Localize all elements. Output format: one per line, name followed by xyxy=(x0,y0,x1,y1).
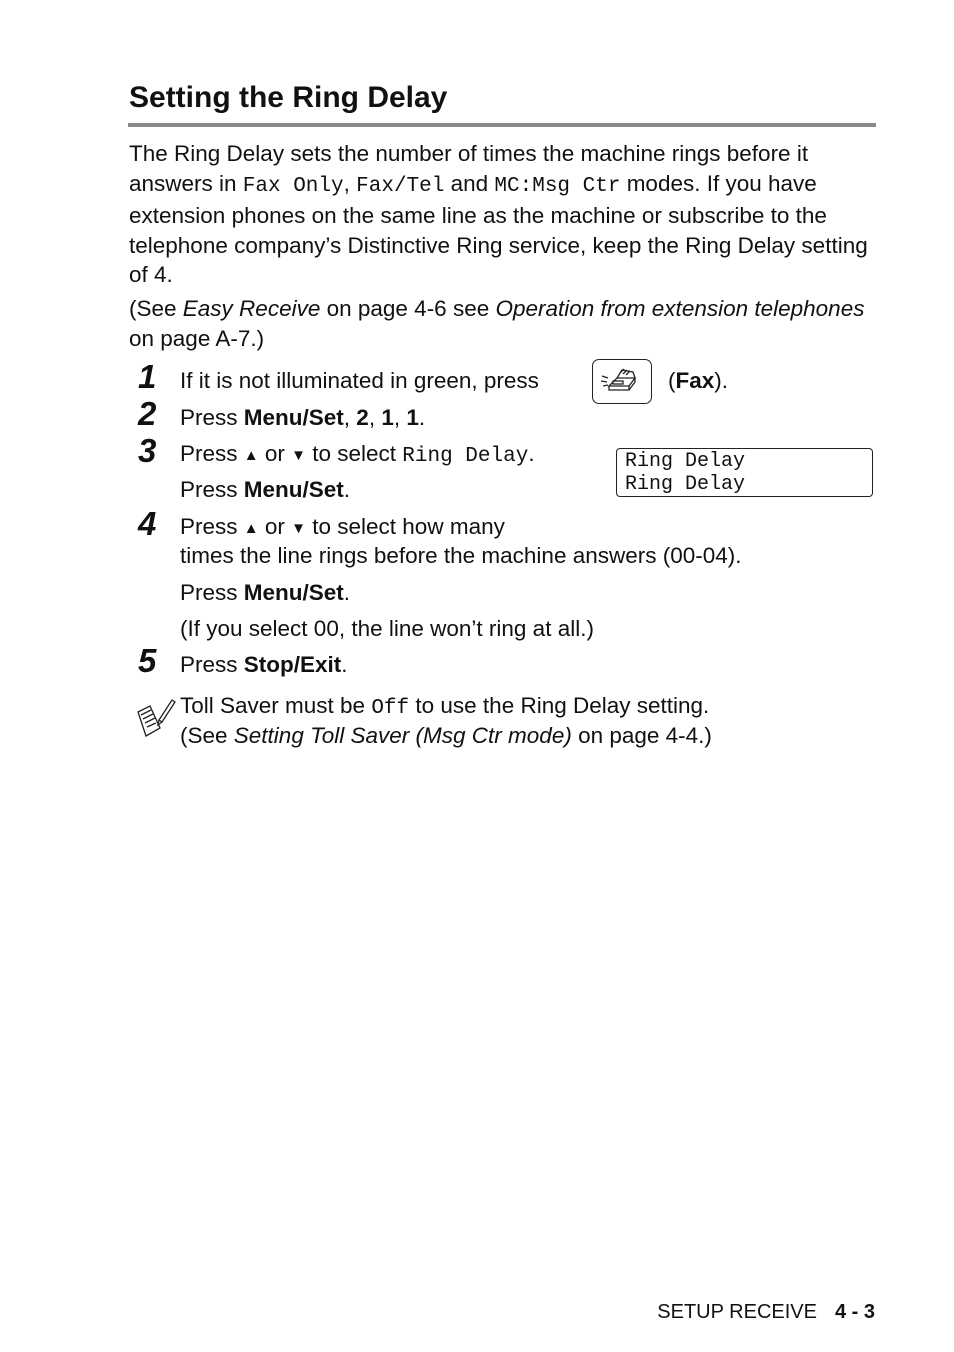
key-1: 1 xyxy=(406,405,419,430)
see-also-paragraph xyxy=(129,294,879,353)
menu-set-key: Menu/Set xyxy=(243,477,344,502)
see-also-open: (See xyxy=(129,296,183,321)
step-3-line-2 xyxy=(180,475,350,504)
intro-sep-1: , xyxy=(343,170,357,196)
note-line-2 xyxy=(180,721,712,750)
step-number-1: 1 xyxy=(138,358,157,395)
press-word: Press xyxy=(180,580,244,605)
key-1: 1 xyxy=(381,405,394,430)
step-2-end: . xyxy=(418,405,426,430)
key-2: 2 xyxy=(356,405,369,430)
stop-exit-key: Stop/Exit xyxy=(243,652,342,677)
ref-operation-extension: Operation from extension telephones xyxy=(495,296,865,321)
fax-key-text: Fax xyxy=(675,368,715,393)
step-number-5: 5 xyxy=(138,642,157,679)
ref-toll-saver: Setting Toll Saver (Msg Ctr mode) xyxy=(233,723,572,748)
intro-sep-2: and xyxy=(444,170,495,196)
fax-key-label xyxy=(668,366,728,395)
step-number-2: 2 xyxy=(138,395,157,432)
step-3-end: . xyxy=(528,441,535,466)
mode-mc-msg-ctr: MC:Msg Ctr xyxy=(494,174,621,198)
see-also-close: on page A-7.) xyxy=(129,325,265,351)
note-pre: Toll Saver must be xyxy=(180,693,372,718)
key-separator: , xyxy=(393,405,407,430)
up-arrow-icon: ▲ xyxy=(243,520,259,537)
key-separator: , xyxy=(343,405,357,430)
step-3-line-1 xyxy=(180,439,535,471)
step-4-line-3 xyxy=(180,578,350,607)
step-4-line-1 xyxy=(180,512,505,544)
press-word: Press xyxy=(180,652,244,677)
step-2-text xyxy=(180,403,425,432)
ring-delay-option: Ring Delay xyxy=(402,445,529,468)
press-word: Press xyxy=(180,477,244,502)
step-1-text: If it is not illuminated in green, press xyxy=(180,368,539,393)
key-separator: , xyxy=(368,405,382,430)
page-footer xyxy=(657,1301,875,1324)
press-word: Press xyxy=(180,514,244,539)
step-4-rest: to select how many xyxy=(306,514,505,539)
note-post: to use the Ring Delay setting. xyxy=(409,693,710,718)
fax-key-icon xyxy=(592,359,652,404)
toll-saver-off-value: Off xyxy=(371,697,410,720)
title-rule xyxy=(128,123,876,127)
page-number: 4 - 3 xyxy=(834,1301,875,1323)
step-4-line-2: times the line rings before the machine answers (00-04). xyxy=(180,543,742,568)
down-arrow-icon: ▼ xyxy=(291,447,306,464)
step-5-text xyxy=(180,650,348,679)
step-5-end: . xyxy=(341,652,348,677)
fax-key-paren-open: ( xyxy=(668,368,676,393)
see-also-mid: on page 4-6 see xyxy=(320,296,496,321)
note-pencil-icon xyxy=(134,698,176,740)
lcd-display xyxy=(616,448,873,497)
step-number-3: 3 xyxy=(138,432,157,469)
note-line-1 xyxy=(180,691,709,723)
step-4-end: . xyxy=(343,580,351,605)
mode-fax-tel: Fax/Tel xyxy=(356,174,445,198)
note-see-close: on page 4-4.) xyxy=(571,723,712,748)
intro-text-2: modes. If you have extension phones on the same line as the machine or subscribe to the telephone company’s Distinctive Ring service, keep the Ring Delay setting of 4. xyxy=(129,170,868,287)
lcd-line-1: Ring Delay xyxy=(625,450,746,473)
note-see-open: (See xyxy=(180,723,234,748)
menu-set-key: Menu/Set xyxy=(243,580,344,605)
step-number-4: 4 xyxy=(138,505,157,542)
lcd-line-2: Ring Delay xyxy=(625,473,746,496)
up-arrow-icon: ▲ xyxy=(243,447,259,464)
or-word: or xyxy=(258,441,292,466)
intro-text-1: The Ring Delay sets the number of times the machine rings before it answers in xyxy=(129,141,809,196)
step-3-end-2: . xyxy=(343,477,351,502)
ref-easy-receive: Easy Receive xyxy=(182,296,321,321)
to-select-text: to select xyxy=(306,441,403,466)
step-4-note: (If you select 00, the line won’t ring at all.) xyxy=(180,616,594,641)
press-word: Press xyxy=(180,405,244,430)
page-title: Setting the Ring Delay xyxy=(129,81,448,114)
down-arrow-icon: ▼ xyxy=(291,520,306,537)
fax-key-paren-close: ). xyxy=(714,368,729,393)
mode-fax-only: Fax Only xyxy=(242,174,344,198)
menu-set-key: Menu/Set xyxy=(243,405,344,430)
footer-section: SETUP RECEIVE xyxy=(657,1301,817,1323)
intro-paragraph xyxy=(129,139,879,290)
or-word: or xyxy=(258,514,292,539)
press-word: Press xyxy=(180,441,244,466)
